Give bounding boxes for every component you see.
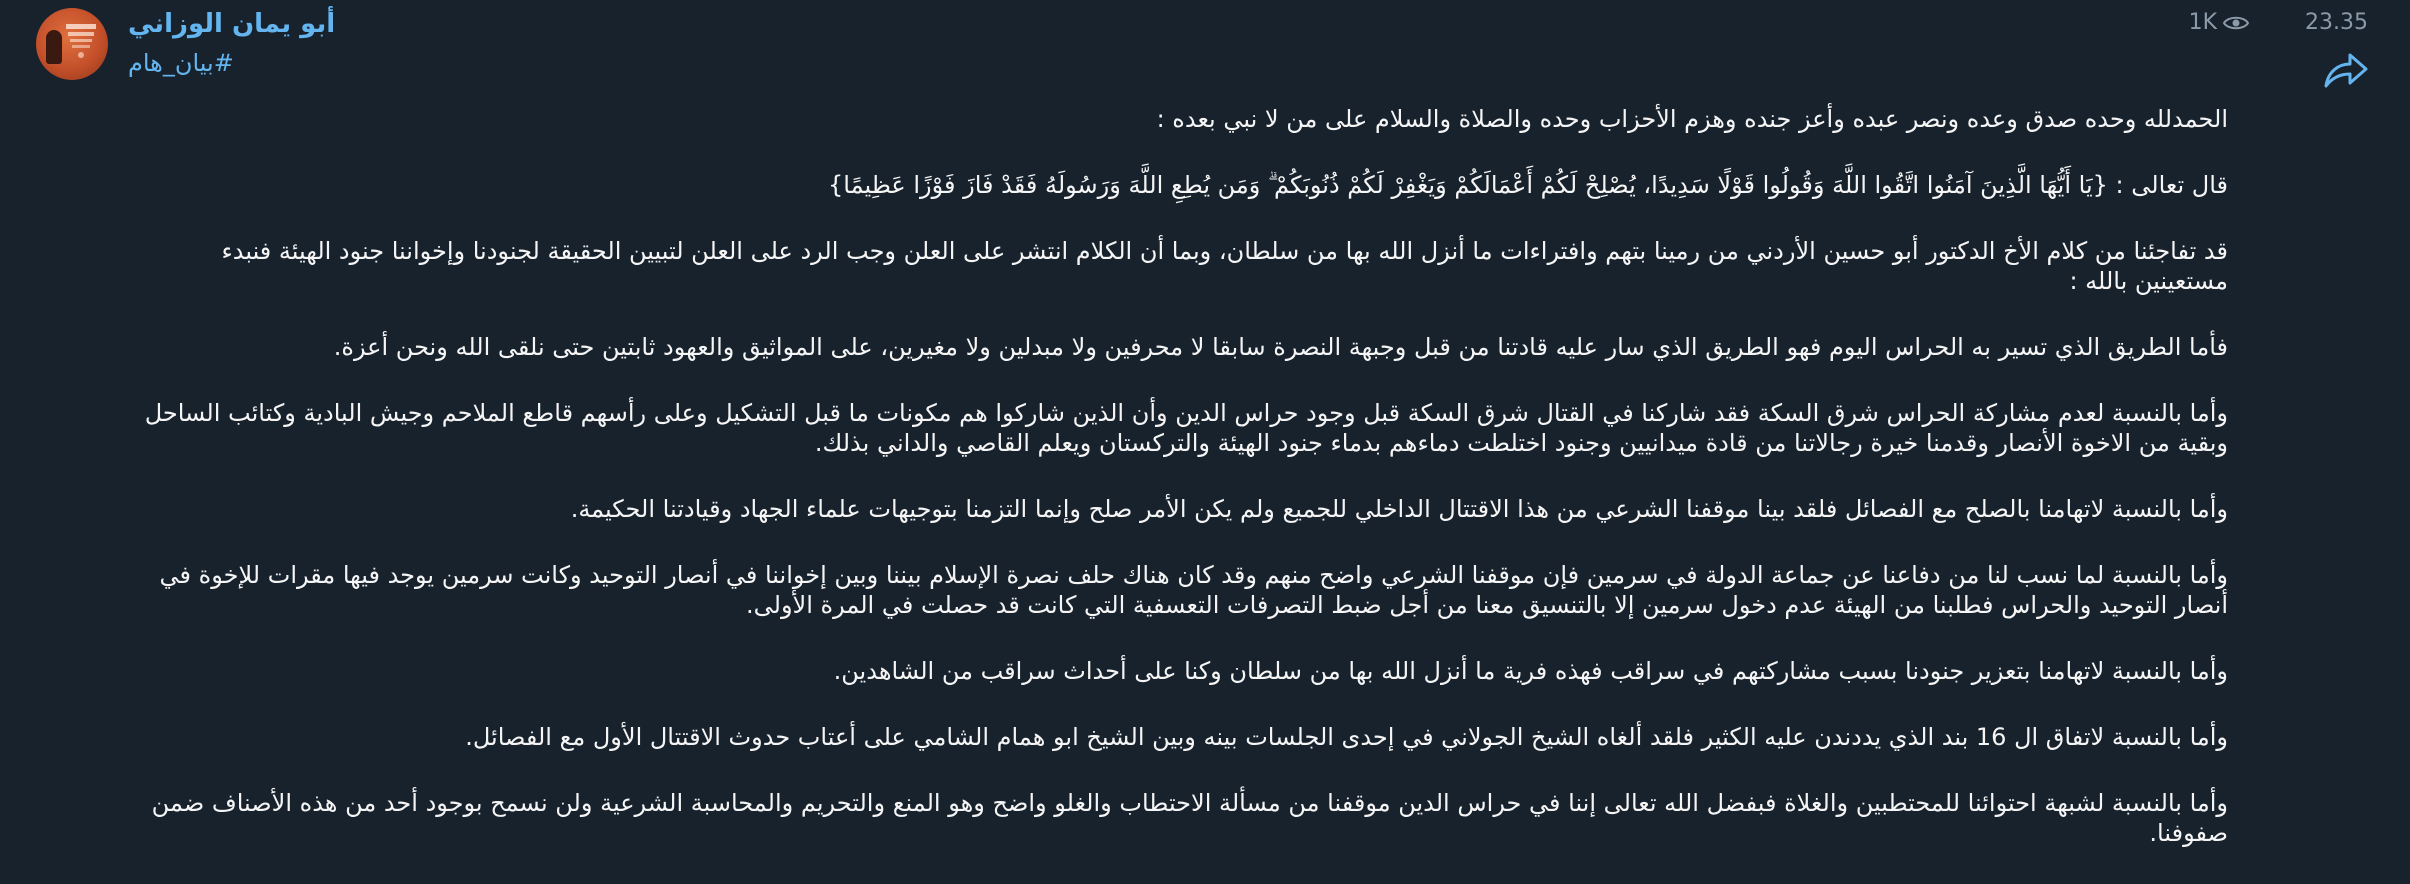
paragraph: قال تعالى : {يَا أَيُّهَا الَّذِينَ آمَنُوا اتَّقُوا اللَّهَ وَقُولُوا قَوْلًا سَدِيدًا، يُصْلِحْ لَكُمْ أَعْمَالَكُمْ وَيَغْفِرْ لَكُمْ ذُنُوبَكُمْ ۗ وَمَن يُطِعِ اللَّهَ وَرَسُولَهُ فَقَدْ فَازَ فَوْزًا عَظِيمًا} — [828, 171, 2228, 199]
message-time: 23.35 — [2305, 10, 2368, 35]
paragraph: وأما بالنسبة لاتفاق ال 16 بند الذي يددندن عليه الكثير فلقد ألغاه الشيخ الجولاني في إحدى الجلسات بينه وبين الشيخ ابو همام الشامي على أعتاب حدوث الاقتتال الأول مع الفصائل. — [465, 723, 2228, 751]
share-button[interactable] — [2322, 50, 2370, 90]
paragraph: فأما الطريق الذي تسير به الحراس اليوم فهو الطريق الذي سار عليه قادتنا من قبل وجبهة النصرة سابقا لا محرفين ولا مبدلين ولا مغيرين، على المواثيق والعهود ثابتين حتى نلقى الله ونحن أعزة. — [333, 333, 2228, 361]
message-meta — [2189, 10, 2368, 35]
paragraph: وأما بالنسبة لما نسب لنا من دفاعنا عن جماعة الدولة في سرمين فإن موقفنا الشرعي واضح منهم وقد كان هناك حلف نصرة الإسلام بيننا وبين إخواننا في أنصار التوحيد وكانت سرمين يوجد فيها مقرات للإخوة في أنصار التوحيد والحراس فطلبنا من الهيئة عدم دخول سرمين إلا بالتنسيق معنا من أجل ضبط التصرفات التعسفية التي كانت قد حصلت في المرة الأولى. — [159, 561, 2228, 619]
share-arrow-icon — [2322, 50, 2370, 90]
avatar-figure — [46, 30, 62, 64]
paragraph: وأما بالنسبة لعدم مشاركة الحراس شرق السكة فقد شاركنا في القتال شرق السكة قبل وجود حراس الدين وأن الذين شاركوا هم مكونات ما قبل التشكيل وعلى رأسهم قاطع الملاحم وجيش البادية وكتائب الساحل وبقية من الاخوة الأنصار وقدمنا خيرة رجالاتنا من قادة ميدانيين وجنود اختلطت دماءهم بدماء جنود الهيئة والتركستان ويعلم القاصي والداني بذلك. — [144, 399, 2228, 457]
avatar-logo-icon — [64, 22, 98, 62]
avatar[interactable] — [36, 8, 108, 80]
author-name[interactable]: أبو يمان الوزاني — [128, 9, 336, 39]
views-count — [2189, 10, 2249, 35]
message-header — [128, 6, 335, 80]
views-value: 1K — [2188, 10, 2218, 35]
avatar-logo-text — [64, 22, 98, 65]
paragraph: وأما بالنسبة لاتهامنا بالصلح مع الفصائل فلقد بينا موقفنا الشرعي من هذا الاقتتال الداخلي للجميع ولم يكن الأمر صلح وإنما التزمنا بتوجيهات علماء الجهاد وقيادتنا الحكيمة. — [570, 495, 2228, 523]
paragraph: قد تفاجئنا من كلام الأخ الدكتور أبو حسين الأردني من رمينا بتهم وافتراءات ما أنزل الله بها من سلطان، وبما أن الكلام انتشر على العلن وجب الرد على العلن لتبيين الحقيقة لجنودنا وإخواننا جنود الهيئة فنبدء مستعينين بالله : — [221, 237, 2228, 295]
paragraph: وأما بالنسبة لاتهامنا بتعزير جنودنا بسبب مشاركتهم في سراقب فهذه فرية ما أنزل الله بها من سلطان وكنا على أحداث سراقب من الشاهدين. — [833, 657, 2228, 685]
hashtag-link[interactable]: #بيان_هام — [128, 49, 234, 77]
paragraph: وأما بالنسبة لشبهة احتوائنا للمحتطبين والغلاة فبفضل الله تعالى إننا في حراس الدين موقفنا من مسألة الاحتطاب والغلو واضح وهو المنع والتحريم والمحاسبة الشرعية ولن نسمح بوجود أحد من هذه الأصناف ضمن صفوفنا. — [151, 789, 2228, 847]
paragraph: الحمدلله وحده صدق وعده ونصر عبده وأعز جنده وهزم الأحزاب وحده والصلاة والسلام على من لا نبي بعده : — [1156, 105, 2228, 133]
message-body — [128, 104, 2228, 884]
eye-icon — [2223, 14, 2249, 32]
